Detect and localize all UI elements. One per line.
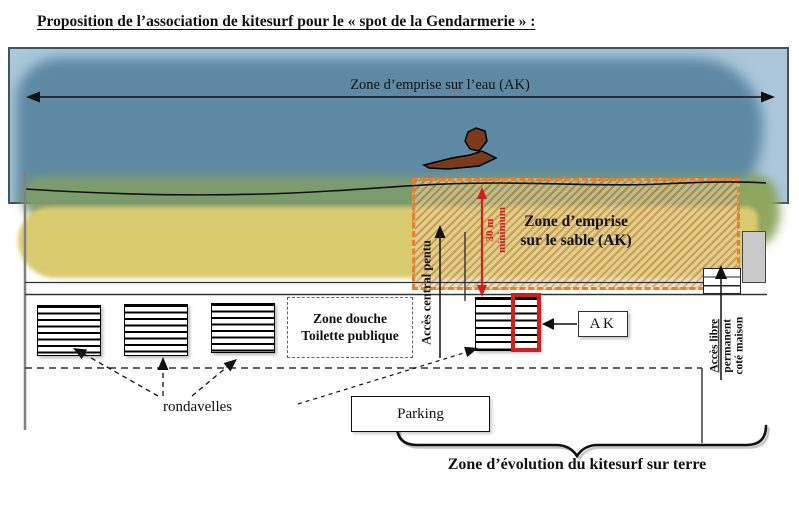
free-access-label-line1: Accès libre <box>708 318 721 373</box>
min-distance-label-line2: minimum <box>496 207 508 253</box>
evolution-brace-shadow <box>400 429 769 459</box>
sand-claim-label-line2: sur le sable (AK) <box>520 232 632 249</box>
pointer-arrow-3-head-icon <box>224 359 238 372</box>
access-stairs <box>703 268 741 294</box>
free-access-label <box>708 311 746 381</box>
sand-claim-label <box>426 212 726 250</box>
free-access-label-line3: coté maison <box>733 316 746 375</box>
min-distance-label-line1: 30 m <box>484 218 496 242</box>
min-distance-label <box>484 198 508 262</box>
central-access-label: Accès central pentu <box>419 240 434 345</box>
free-access-label-line2: permanent <box>720 318 733 373</box>
evolution-zone-label: Zone d’évolution du kitesurf sur terre <box>447 456 707 473</box>
rondavelles-label: rondavelles <box>163 399 233 415</box>
rondavelle-3 <box>211 303 275 353</box>
page-title: Proposition de l’association de kitesurf pour le « spot de la Gendarmerie » : <box>37 13 536 30</box>
pointer-arrow-2-head-icon <box>158 357 169 370</box>
ak-callout-arrowhead-icon <box>542 318 554 330</box>
shower-zone-label-line2: Toilette publique <box>301 328 399 343</box>
pointer-arrow-1-shaft <box>84 354 158 396</box>
water-zone-label: Zone d’emprise sur l’eau (AK) <box>350 77 530 93</box>
shower-toilet-zone <box>287 297 413 358</box>
parking-box: Parking <box>351 396 490 432</box>
rondavelle-2 <box>124 304 188 356</box>
rondavelle-1 <box>37 305 101 356</box>
pointer-arrow-3-shaft <box>192 366 228 396</box>
sand-claim-label-line1: Zone d’emprise <box>524 213 628 230</box>
shower-zone-label-line1: Zone douche <box>313 311 387 326</box>
house-building <box>742 231 766 283</box>
ak-callout-box: AK <box>578 311 628 337</box>
rondavelle-highlight-red-rect <box>511 293 541 352</box>
